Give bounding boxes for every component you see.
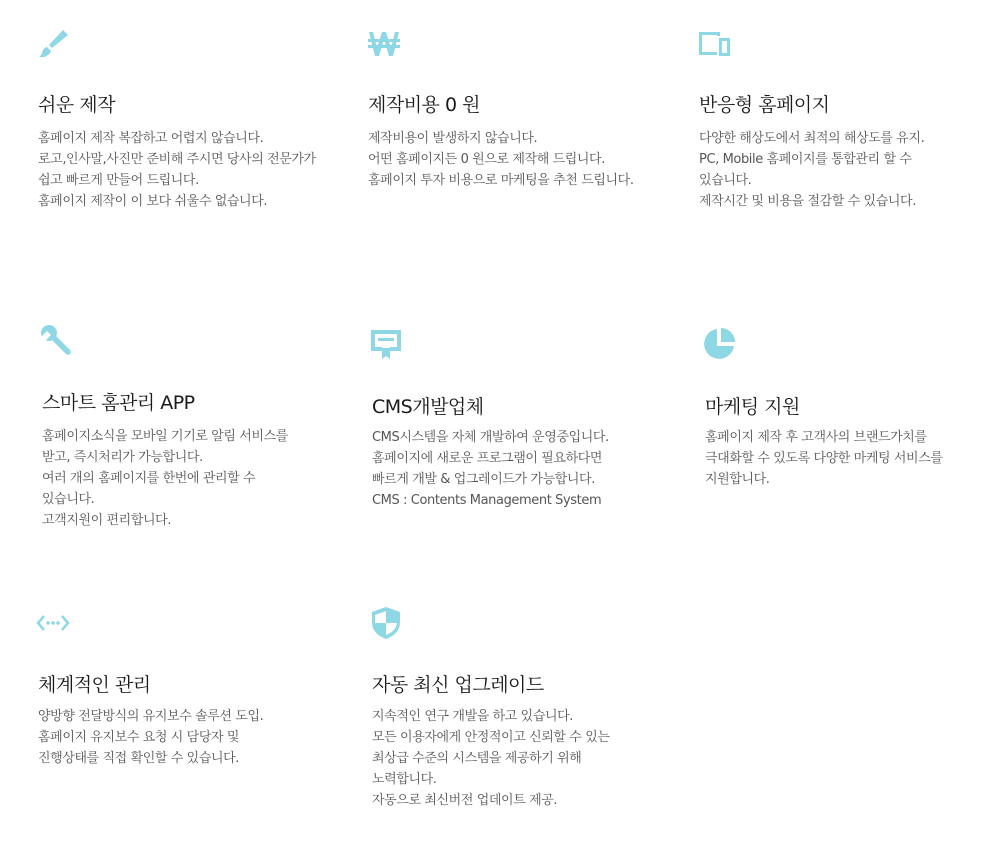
feature-title: 마케팅 지원 [705, 396, 800, 418]
won-currency-icon [366, 26, 402, 62]
wrench-icon [38, 322, 74, 358]
description-line: 제작비용이 발생하지 않습니다. [368, 131, 538, 146]
feature-title: 체계적인 관리 [38, 674, 151, 696]
code-arrows-icon [35, 605, 71, 641]
description-line: 모든 이용자에게 안정적이고 신뢰할 수 있는 [372, 730, 610, 745]
description-line: 로고,인사말,사진만 준비해 주시면 당사의 전문가가 [38, 152, 316, 167]
pie-chart-icon [701, 326, 737, 362]
feature-title: CMS개발업체 [372, 396, 484, 418]
feature-description [372, 706, 610, 811]
description-line: 지속적인 연구 개발을 하고 있습니다. [372, 709, 574, 724]
description-line: 홈페이지소식을 모바일 기기로 알림 서비스를 [42, 429, 288, 444]
description-line: 고객지원이 편리합니다. [42, 513, 172, 528]
feature-description [42, 426, 288, 531]
description-line: 홈페이지 유지보수 요청 시 담당자 및 [38, 730, 240, 745]
description-line: 노력합니다. [372, 772, 437, 787]
description-line: 최상급 수준의 시스템을 제공하기 위해 [372, 751, 582, 766]
description-line: 쉽고 빠르게 만들어 드립니다. [38, 173, 199, 188]
description-line: 홈페이지에 새로운 프로그램이 필요하다면 [372, 451, 603, 466]
feature-description [368, 128, 634, 191]
feature-description [38, 128, 316, 212]
devices-icon [696, 26, 732, 62]
certificate-icon [368, 326, 404, 362]
description-line: 자동으로 최신버전 업데이트 제공. [372, 793, 558, 808]
description-line: 빠르게 개발 & 업그레이드가 가능합니다. [372, 472, 595, 487]
description-line: 있습니다. [699, 173, 752, 188]
description-line: 홈페이지 제작 복잡하고 어렵지 않습니다. [38, 131, 264, 146]
description-line: 제작시간 및 비용을 절감할 수 있습니다. [699, 194, 916, 209]
paint-brush-icon [36, 26, 72, 62]
description-line: 양방향 전달방식의 유지보수 솔루션 도입. [38, 709, 264, 724]
description-line: 여러 개의 홈페이지를 한번에 관리할 수 [42, 471, 256, 486]
description-line: 진행상태를 직접 확인할 수 있습니다. [38, 751, 240, 766]
description-line: 받고, 즉시처리가 가능합니다. [42, 450, 203, 465]
feature-title: 제작비용 0 원 [368, 94, 480, 116]
feature-title: 쉬운 제작 [38, 94, 115, 116]
description-line: CMS시스템을 자체 개발하여 운영중입니다. [372, 430, 609, 445]
description-line: 지원합니다. [705, 472, 770, 487]
shield-icon [368, 605, 404, 641]
description-line: PC, Mobile 홈페이지를 통합관리 할 수 [699, 152, 912, 167]
description-line: 어떤 홈페이지든 0 원으로 제작해 드립니다. [368, 152, 605, 167]
description-line: 있습니다. [42, 492, 95, 507]
description-line: 다양한 해상도에서 최적의 해상도를 유지. [699, 131, 925, 146]
feature-description [38, 706, 263, 769]
description-line: 홈페이지 제작이 이 보다 쉬울수 없습니다. [38, 194, 268, 209]
feature-title: 반응형 홈페이지 [699, 94, 830, 116]
feature-description [699, 128, 924, 212]
feature-description [372, 427, 609, 511]
description-line: 홈페이지 투자 비용으로 마케팅을 추천 드립니다. [368, 173, 634, 188]
feature-title: 자동 최신 업그레이드 [372, 674, 544, 696]
description-line: 홈페이지 제작 후 고객사의 브랜드가치를 [705, 430, 927, 445]
description-line: CMS : Contents Management System [372, 493, 602, 508]
feature-title: 스마트 홈관리 APP [42, 392, 195, 414]
feature-description [705, 427, 943, 490]
description-line: 극대화할 수 있도록 다양한 마케팅 서비스를 [705, 451, 943, 466]
